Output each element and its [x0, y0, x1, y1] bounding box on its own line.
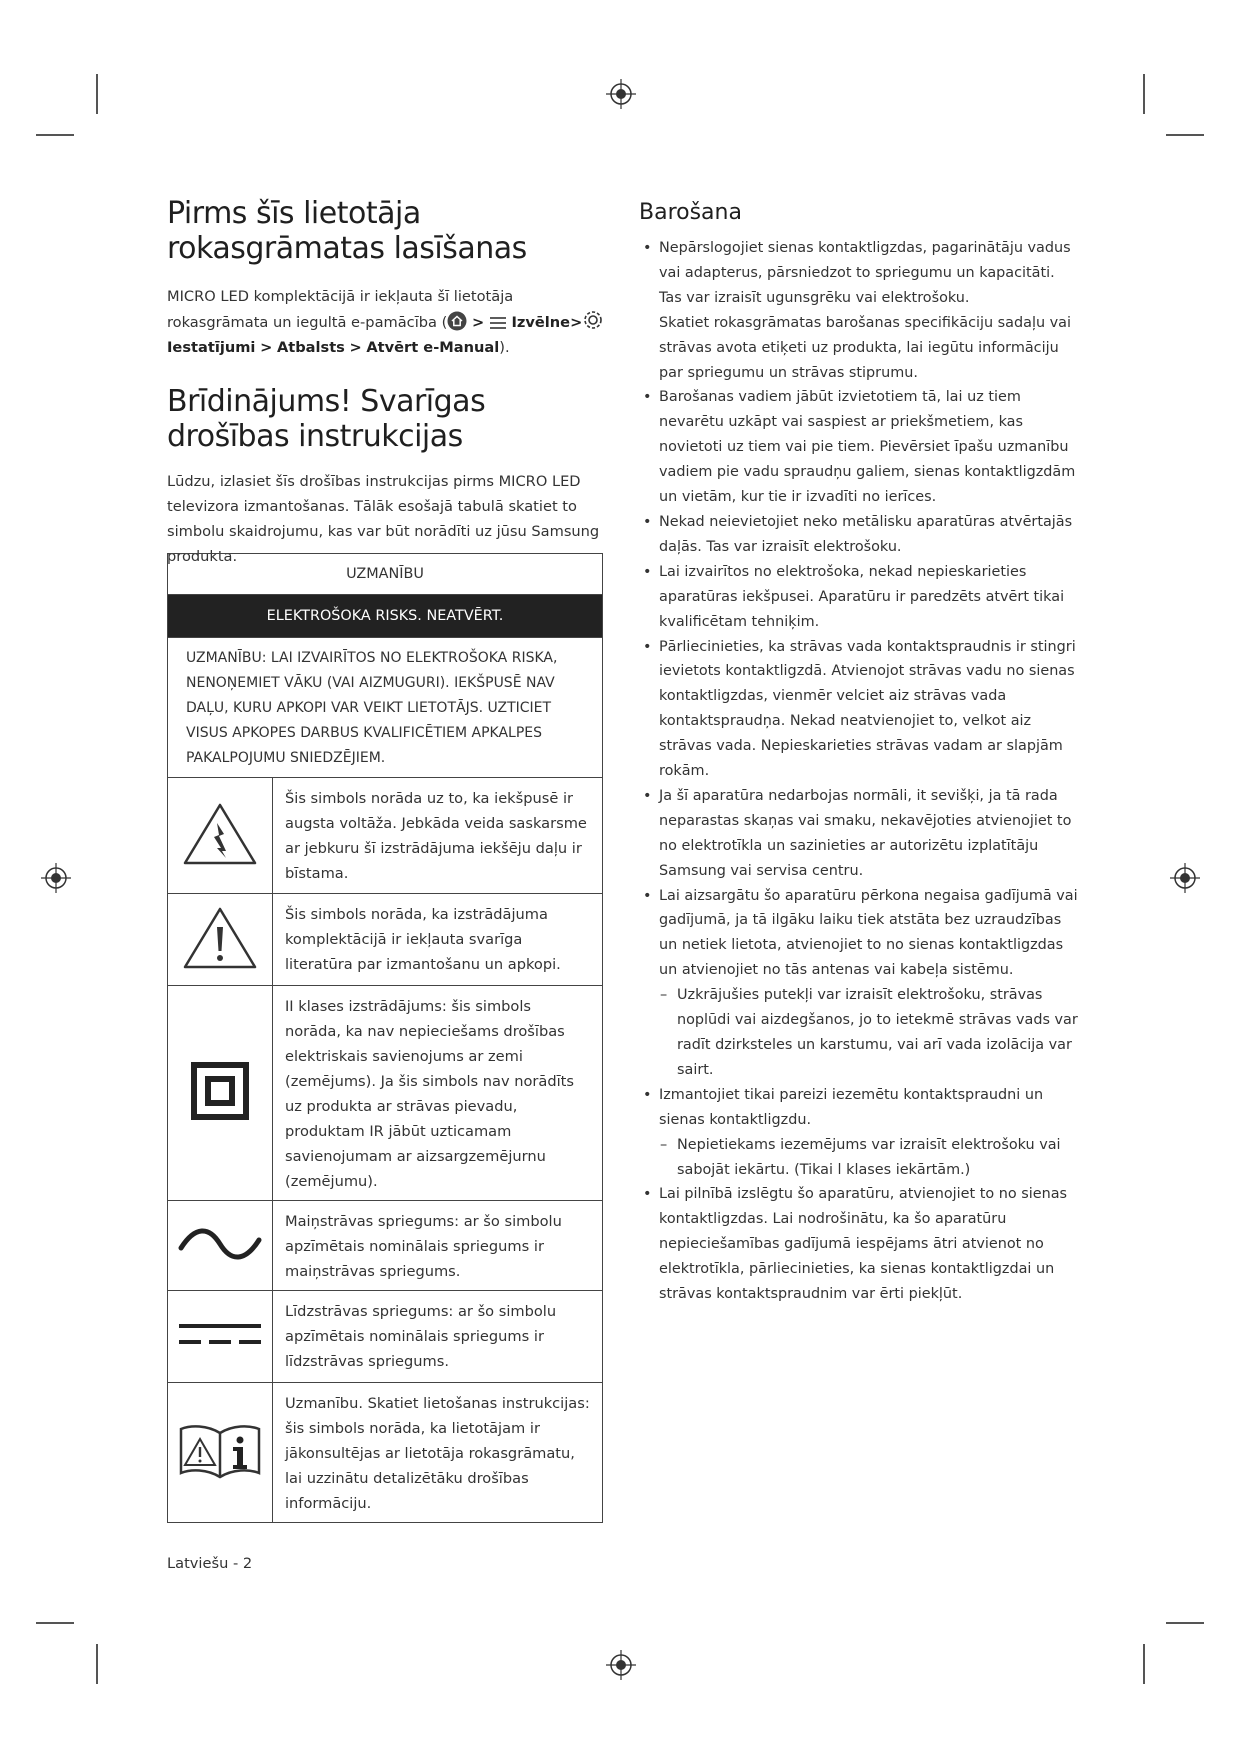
crop-mark [36, 134, 74, 136]
list-item: • Nepārslogojiet sienas kontaktligzdas, pagarinātāju vadus vai adapterus, pārsniedzot to spriegumu un kapacitāti. Tas var izraisīt ugunsgrēku vai elektrošoku. Skatiet rokasgrāmatas barošanas specifikāciju sadaļu vai strāvas avota etiķeti uz produkta, lai iegūtu informāciju par spriegumu un strāvas stiprumu. [639, 236, 1079, 385]
dc-voltage-icon [177, 1320, 263, 1350]
list-note: Skatiet rokasgrāmatas barošanas specifikāciju sadaļu vai strāvas avota etiķeti uz produkta, lai iegūtu informāciju par spriegumu un strāvas stiprumu. [659, 314, 1071, 381]
emanual-label: Atvērt e-Manual [366, 339, 500, 356]
intro-text-after: ). [499, 339, 510, 356]
table-header: UZMANĪBU [168, 554, 603, 595]
table-row [168, 1291, 603, 1383]
registration-mark-icon [606, 79, 636, 109]
ac-voltage-icon [177, 1224, 263, 1264]
breadcrumb-separator: > [349, 339, 362, 356]
list-item: • Barošanas vadiem jābūt izvietotiem tā, lai uz tiem nevarētu uzkāpt vai saspiest ar priekšmetiem, kas novietoti uz tiem vai pie tiem. Pievērsiet īpašu uzmanību vadiem pie vadu spraudņu galiem, sienas kontaktligzdām un vietām, kur tie ir izvadīti no ierīces. [639, 385, 1079, 510]
breadcrumb-separator: > [471, 314, 485, 331]
gear-icon [582, 309, 604, 331]
safety-symbols-table [167, 553, 603, 1523]
warning-title: Brīdinājums! Svarīgas drošības instrukcijas [167, 384, 486, 454]
list-item: • Pārliecinieties, ka strāvas vada kontaktspraudnis ir stingri ievietots kontaktligzdā. Atvienojot strāvas vadu no sienas kontaktligzdas, vienmēr velciet aiz strāvas vada kontaktspraudņa. Nekad neatvienojiet to, velkot aiz strāvas vada. Nepieskarieties strāvas vadam ar slapjām rokām. [639, 635, 1079, 784]
registration-mark-icon [1170, 863, 1200, 893]
home-icon [447, 311, 467, 331]
settings-label: Iestatījumi [167, 339, 256, 356]
crop-mark [1166, 134, 1204, 136]
table-subheader: ELEKTROŠOKA RISKS. NEATVĒRT. [168, 595, 603, 638]
menu-icon [489, 315, 507, 331]
power-title: Barošana [639, 200, 742, 225]
list-item: • Lai pilnībā izslēgtu šo aparatūru, atvienojiet to no sienas kontaktligzdas. Lai nodrošinātu, ka šo aparatūru nepieciešamības gadījumā iespējams ātri atvienot no elektrotīkla, pārliecinieties, ka sienas kontaktligzdai un strāvas kontaktspraudnim var ērti piekļūt. [639, 1182, 1079, 1307]
registration-mark-icon [606, 1650, 636, 1680]
read-manual-icon [177, 1423, 263, 1479]
table-row [168, 1201, 603, 1291]
support-label: Atbalsts [276, 339, 345, 356]
symbol-description: Uzmanību. Skatiet lietošanas instrukcijas: šis simbols norāda, ka lietotājam ir jākonsultējas ar lietotāja rokasgrāmatu, lai uzzinātu detalizētāku drošības informāciju. [273, 1383, 603, 1523]
breadcrumb-separator: > [570, 314, 583, 331]
crop-mark [96, 1644, 98, 1684]
intro-text [167, 284, 605, 360]
exclamation-triangle-icon [182, 905, 258, 971]
table-row [168, 986, 603, 1201]
page-number: Latviešu - 2 [167, 1555, 253, 1572]
list-item: • Lai izvairītos no elektrošoka, nekad nepieskarieties aparatūras iekšpusei. Aparatūru ir paredzēts atvērt tikai kvalificētam tehniķim. [639, 560, 1079, 635]
symbol-description: Šis simbols norāda uz to, ka iekšpusē ir augsta voltāža. Jebkāda veida saskarsme ar jebkuru šī izstrādājuma iekšēju daļu ir bīstama. [273, 778, 603, 894]
caution-text: UZMANĪBU: LAI IZVAIRĪTOS NO ELEKTROŠOKA RISKA, NENOŅEMIET VĀKU (VAI AIZMUGURI). IEKŠPUSĒ NAV DAĻU, KURU APKOPI VAR VEIKT LIETOTĀJS. UZTICIET VISUS APKOPES DARBUS KVALIFICĒTIEM APKALPES PAKALPOJUMU SNIEDZĒJIEM. [168, 638, 603, 778]
crop-mark [1143, 74, 1145, 114]
crop-mark [1143, 1644, 1145, 1684]
high-voltage-icon [182, 801, 258, 867]
crop-mark [1166, 1622, 1204, 1624]
menu-label: Izvēlne [511, 314, 571, 331]
warning-text: Lūdzu, izlasiet šīs drošības instrukcijas pirms MICRO LED televizora izmantošanas. Tālāk esošajā tabulā skatiet to simbolu skaidrojumu, kas var būt norādīti uz jūsu Samsung produkta. [167, 473, 600, 565]
symbol-description: Līdzstrāvas spriegums: ar šo simbolu apzīmētais nominālais spriegums ir līdzstrāvas spriegums. [273, 1291, 603, 1383]
symbol-description: Maiņstrāvas spriegums: ar šo simbolu apzīmētais nominālais spriegums ir maiņstrāvas spriegums. [273, 1201, 603, 1291]
crop-mark [96, 74, 98, 114]
class-ii-icon [190, 1061, 250, 1121]
intro-text-before: MICRO LED komplektācijā ir iekļauta šī lietotāja rokasgrāmata un iegultā e-pamācība ( [167, 288, 514, 331]
crop-mark [36, 1622, 74, 1624]
left-column [167, 196, 605, 569]
list-item: • Lai aizsargātu šo aparatūru pērkona negaisa gadījumā vai gadījumā, ja tā ilgāku laiku tiek atstāta bez uzraudzības un netiek lietota, atvienojiet to no sienas kontaktligzdas un atvienojiet no tās antenas vai kabeļa sistēmu. [639, 884, 1079, 984]
symbol-description: Šis simbols norāda, ka izstrādājuma komplektācijā ir iekļauta svarīga literatūra par izmantošanu un apkopi. [273, 894, 603, 986]
list-subitem: – Uzkrājušies putekļi var izraisīt elektrošoku, strāvas noplūdi vai aizdegšanos, jo to ietekmē strāvas vads var radīt dzirksteles un karstumu, vai arī vada izolācija var sairt. [639, 983, 1079, 1083]
registration-mark-icon [41, 863, 71, 893]
symbol-description: II klases izstrādājums: šis simbols norāda, ka nav nepieciešams drošības elektriskais savienojums ar zemi (zemējums). Ja šis simbols nav norādīts uz produkta ar strāvas pievadu, produktam IR jābūt uzticamam savienojumam ar aizsargzemējurnu (zemējumu). [273, 986, 603, 1201]
intro-title: Pirms šīs lietotāja rokasgrāmatas lasīšanas [167, 196, 527, 266]
list-item: • Ja šī aparatūra nedarbojas normāli, it sevišķi, ja tā rada neparastas skaņas vai smaku, nekavējoties atvienojiet to no elektrotīkla un sazinieties ar autorizētu izplatītāju Samsung vai servisa centru. [639, 784, 1079, 884]
list-item: • Nekad neievietojiet neko metālisku aparatūras atvērtajās daļās. Tas var izraisīt elektrošoku. [639, 510, 1079, 560]
table-row [168, 1383, 603, 1523]
table-row [168, 894, 603, 986]
breadcrumb-separator: > [260, 339, 273, 356]
table-row [168, 778, 603, 894]
power-list [639, 236, 1079, 1307]
right-column [639, 200, 1079, 1307]
list-subitem: – Nepietiekams iezemējums var izraisīt elektrošoku vai sabojāt iekārtu. (Tikai l klases iekārtām.) [639, 1133, 1079, 1183]
list-item: • Izmantojiet tikai pareizi iezemētu kontaktspraudni un sienas kontaktligzdu. [639, 1083, 1079, 1133]
